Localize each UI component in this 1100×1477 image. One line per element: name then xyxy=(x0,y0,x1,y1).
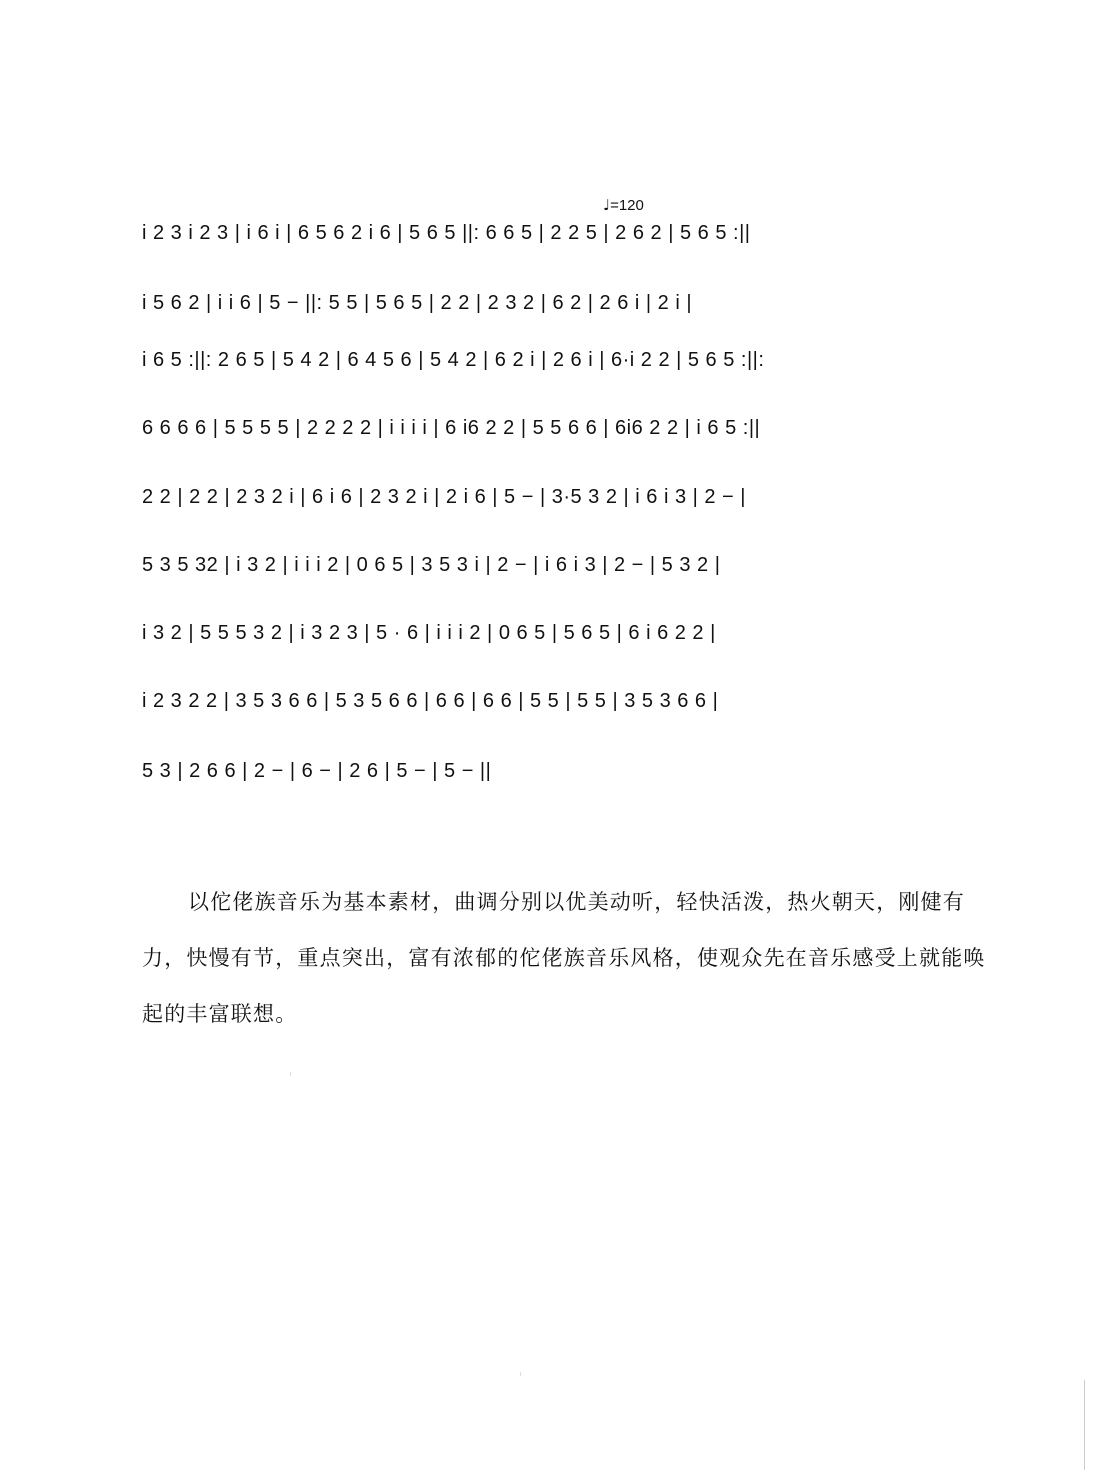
quarter-note-icon: ♩ xyxy=(603,196,611,214)
score-line-8: i 2 3 2 2 | 3 5 3 6 6 | 5 3 5 6 6 | 6 6 | 6 6 | 5 5 | 5 5 | 3 5 3 6 6 | xyxy=(142,690,719,712)
score-line-6: 5 3 5 32 | i 3 2 | i i i 2 | 0 6 5 | 3 5 3 i | 2 − | i 6 i 3 | 2 − | 5 3 2 | xyxy=(142,554,721,576)
scan-speck xyxy=(520,1372,521,1376)
score-line-4: 6 6 6 6 | 5 5 5 5 | 2 2 2 2 | i i i i | 6 i6 2 2 | 5 5 6 6 | 6i6 2 2 | i 6 5 :|| xyxy=(142,417,761,439)
scan-speck xyxy=(290,1072,291,1076)
tempo-marking xyxy=(603,196,644,215)
scan-edge-mark xyxy=(1084,1380,1085,1470)
description-text: 以佗佬族音乐为基本素材，曲调分别以优美动听，轻快活泼，热火朝天，刚健有力，快慢有节，重点突出，富有浓郁的佗佬族音乐风格，使观众先在音乐感受上就能唤起的丰富联想。 xyxy=(142,890,986,1026)
score-line-1: i 2 3 i 2 3 | i 6 i | 6 5 6 2 i 6 | 5 6 5 ||: 6 6 5 | 2 2 5 | 2 6 2 | 5 6 5 :|| xyxy=(142,222,751,244)
score-line-9: 5 3 | 2 6 6 | 2 − | 6 − | 2 6 | 5 − | 5 − || xyxy=(142,760,492,782)
tempo-value: =120 xyxy=(610,197,644,214)
score-line-2: i 5 6 2 | i i 6 | 5 − ||: 5 5 | 5 6 5 | 2 2 | 2 3 2 | 6 2 | 2 6 i | 2 i | xyxy=(142,292,693,314)
score-line-3: i 6 5 :||: 2 6 5 | 5 4 2 | 6 4 5 6 | 5 4 2 | 6 2 i | 2 6 i | 6·i 2 2 | 5 6 5 :||: xyxy=(142,349,765,371)
description-paragraph xyxy=(142,874,992,1042)
score-line-7: i 3 2 | 5 5 5 3 2 | i 3 2 3 | 5 · 6 | i i i 2 | 0 6 5 | 5 6 5 | 6 i 6 2 2 | xyxy=(142,622,716,644)
score-line-5: 2 2 | 2 2 | 2 3 2 i | 6 i 6 | 2 3 2 i | 2 i 6 | 5 − | 3·5 3 2 | i 6 i 3 | 2 − | xyxy=(142,486,746,508)
